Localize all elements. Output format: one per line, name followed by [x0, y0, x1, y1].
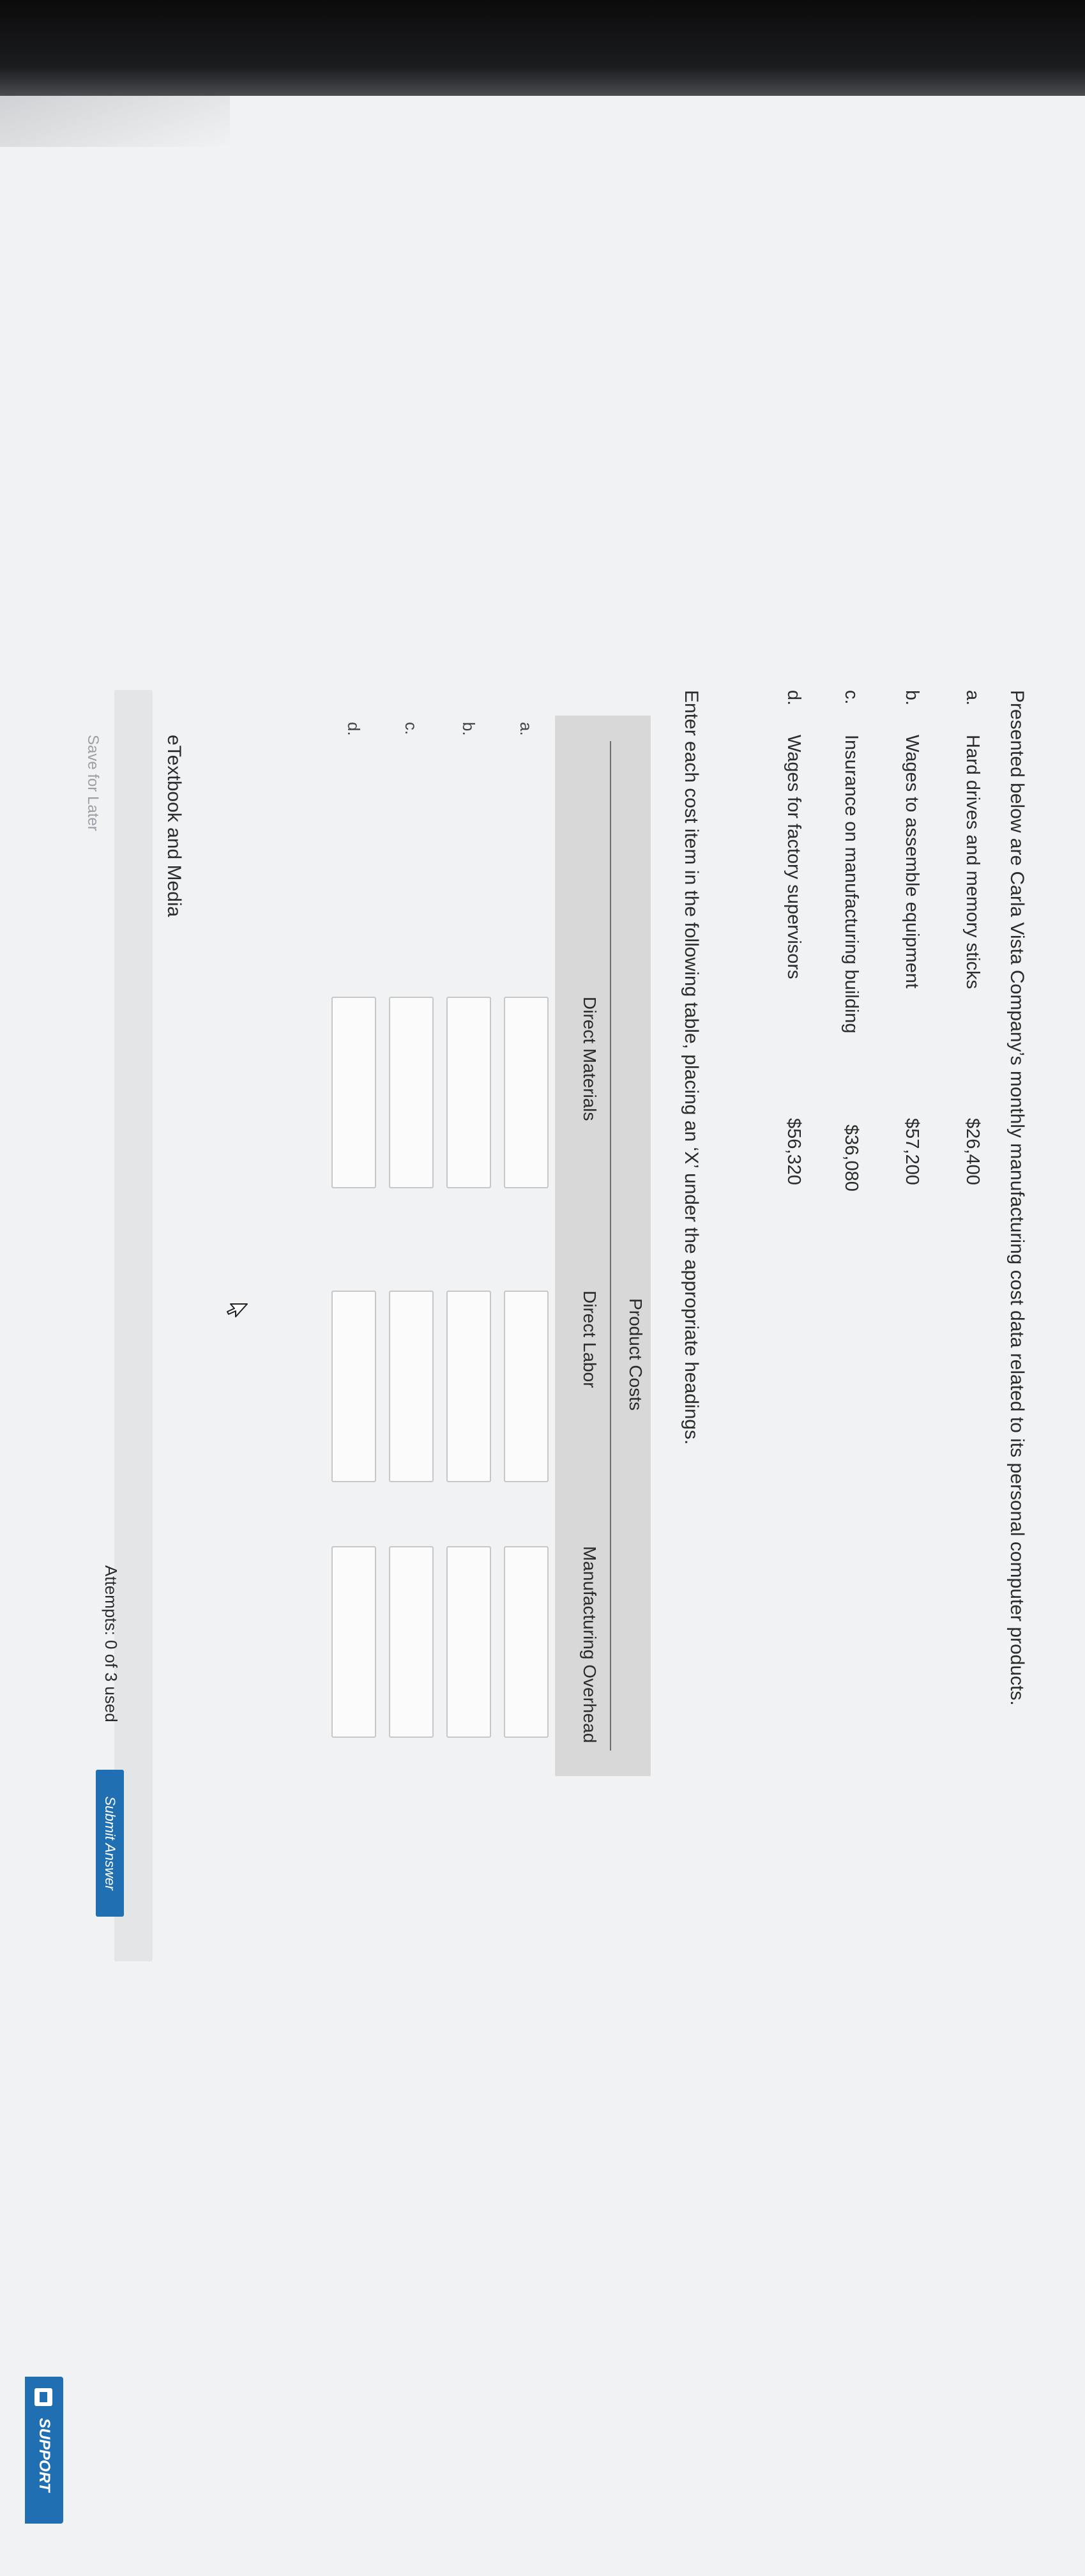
question-prompt: Presented below are Carla Vista Company’s monthly manufacturing cost data related to its personal computer products.	[1006, 690, 1028, 1706]
answer-input-c-direct-materials[interactable]	[389, 997, 434, 1188]
cost-item-description: Hard drives and memory sticks	[962, 735, 983, 990]
answer-input-b-direct-labor[interactable]	[446, 1291, 491, 1482]
col-header-direct-labor: Direct Labor	[580, 1291, 600, 1388]
answer-input-c-direct-labor[interactable]	[389, 1291, 434, 1482]
product-costs-header: Product Costs	[626, 1298, 646, 1411]
row-label-a: a.	[517, 722, 536, 736]
answer-input-b-manufacturing-overhead[interactable]	[446, 1546, 491, 1738]
support-label: SUPPORT	[36, 2418, 53, 2492]
answer-input-d-direct-labor[interactable]	[331, 1291, 376, 1482]
answer-input-a-direct-labor[interactable]	[504, 1291, 549, 1482]
answer-input-c-manufacturing-overhead[interactable]	[389, 1546, 434, 1738]
col-header-direct-materials: Direct Materials	[580, 997, 600, 1121]
answer-input-a-manufacturing-overhead[interactable]	[504, 1546, 549, 1738]
answer-input-a-direct-materials[interactable]	[504, 997, 549, 1188]
cost-item-amount: $57,200	[902, 1118, 922, 1185]
answer-input-d-manufacturing-overhead[interactable]	[331, 1546, 376, 1738]
cost-item-letter: a.	[962, 690, 983, 706]
row-label-c: c.	[402, 722, 421, 735]
col-header-manufacturing-overhead: Manufacturing Overhead	[580, 1546, 600, 1744]
cost-item-b	[901, 690, 922, 989]
cost-item-a	[962, 690, 983, 990]
cost-item-amount: $26,400	[962, 1118, 983, 1185]
header-divider	[610, 741, 611, 1751]
answer-input-d-direct-materials[interactable]	[331, 997, 376, 1188]
cost-item-description: Wages for factory supervisors	[784, 735, 804, 979]
pointer-cursor-icon	[225, 1302, 248, 1320]
cost-item-description: Wages to assemble equipment	[902, 735, 922, 989]
submit-answer-button[interactable]: Submit Answer	[96, 1770, 124, 1917]
etextbook-media-link[interactable]: eTextbook and Media	[163, 735, 185, 917]
cost-item-letter: d.	[784, 690, 804, 706]
cost-item-c	[840, 690, 861, 1034]
cost-item-letter: c.	[841, 690, 861, 705]
attempts-counter: Attempts: 0 of 3 used	[102, 1565, 121, 1722]
table-instruction: Enter each cost item in the following table, placing an ‘X’ under the appropriate headings.	[681, 690, 702, 1445]
support-button[interactable]	[25, 2377, 63, 2524]
cost-item-amount: $56,320	[784, 1118, 804, 1185]
cost-item-d	[783, 690, 804, 979]
cost-item-amount: $36,080	[841, 1124, 861, 1192]
cost-item-letter: b.	[902, 690, 922, 706]
save-for-later-button[interactable]: Save for Later	[84, 735, 102, 831]
chat-support-icon	[34, 2388, 52, 2406]
answer-input-b-direct-materials[interactable]	[446, 997, 491, 1188]
row-label-b: b.	[459, 722, 478, 736]
cost-item-description: Insurance on manufacturing building	[841, 735, 861, 1034]
row-label-d: d.	[344, 722, 363, 736]
